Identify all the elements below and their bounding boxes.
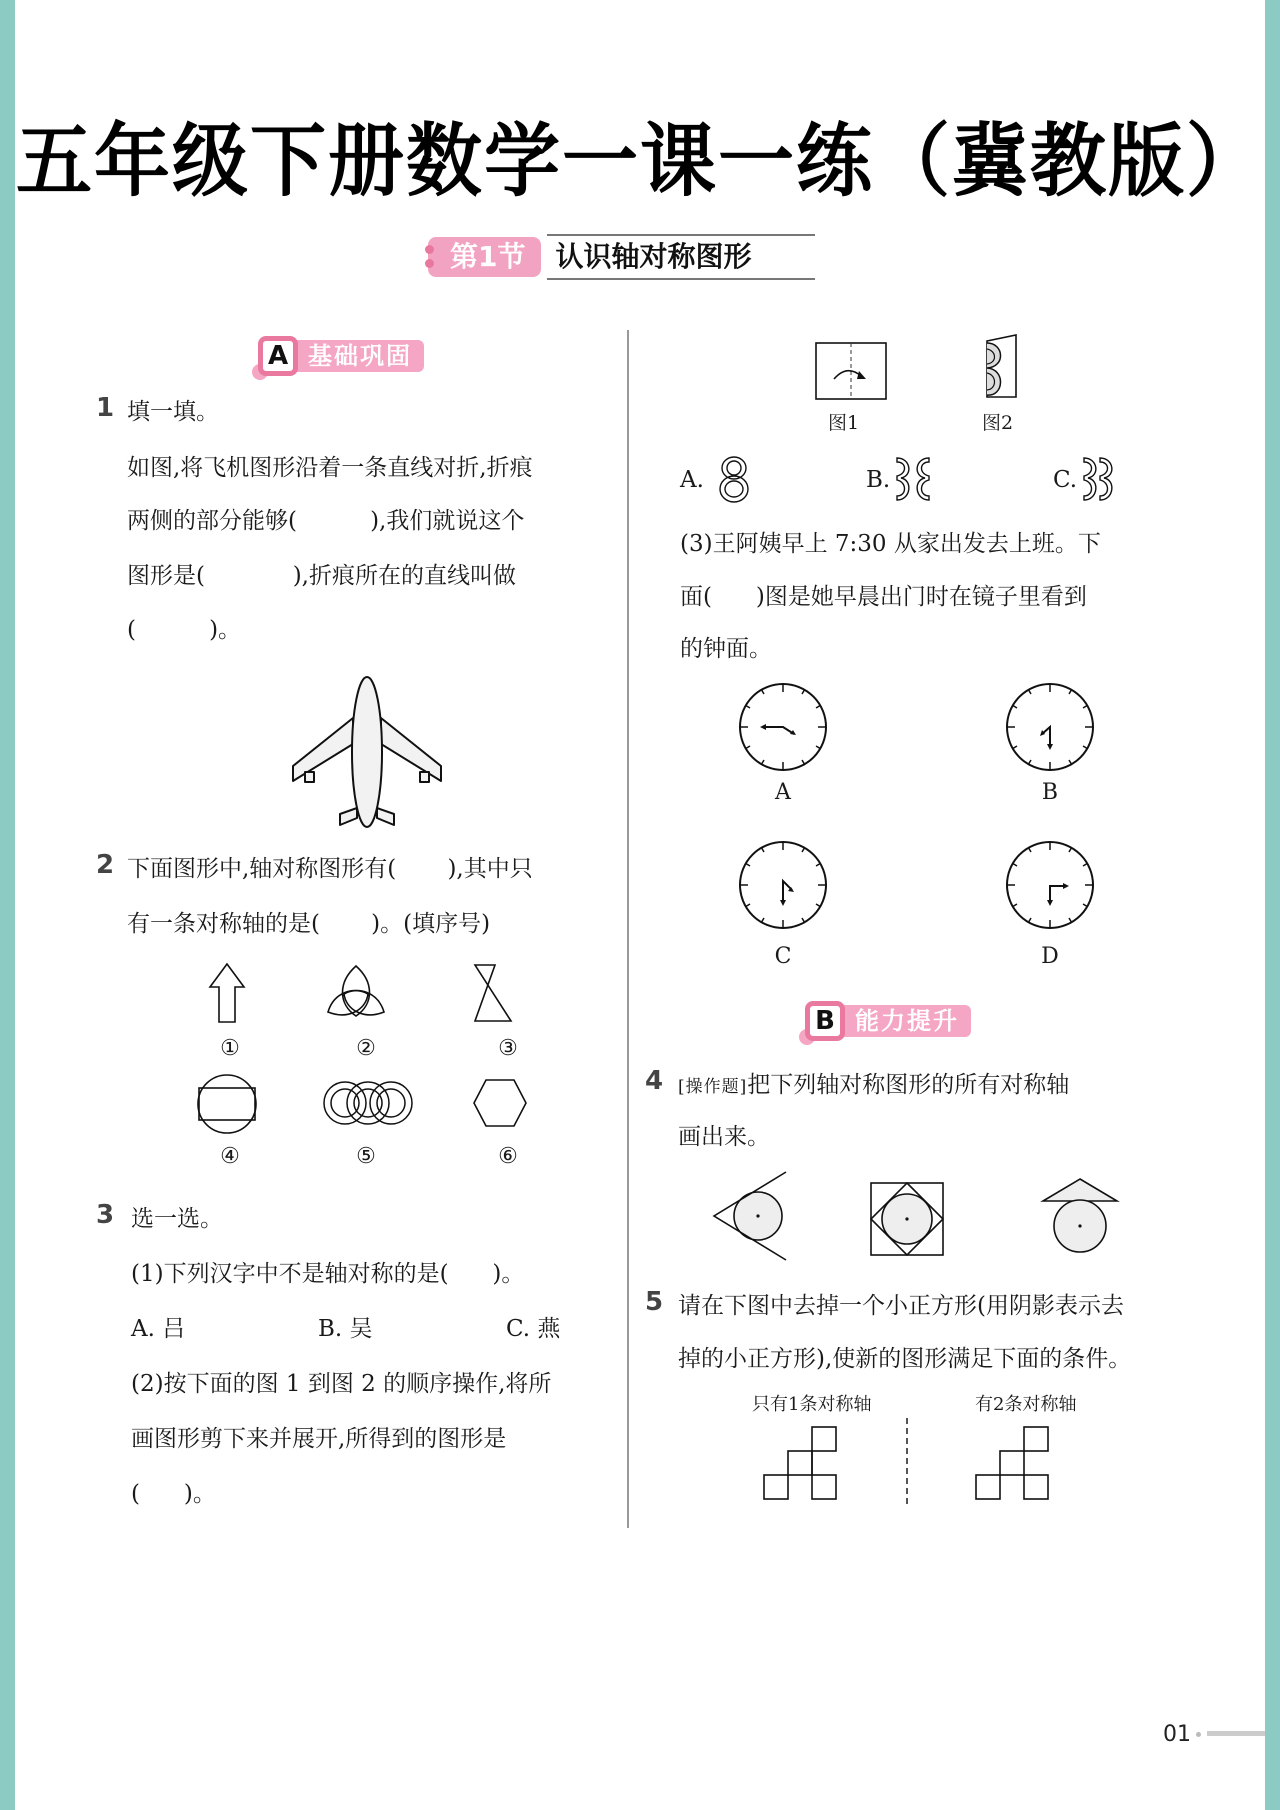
question-text: 两侧的部分能够( ),我们就说这个	[127, 508, 525, 534]
shape-label: ⑤	[356, 1144, 376, 1169]
question-text: 的钟面。	[680, 636, 772, 662]
question-text: 有一条对称轴的是( )。(填序号)	[127, 911, 491, 937]
shape-label: ④	[220, 1144, 240, 1169]
shape-label: ③	[498, 1036, 518, 1061]
option-a: A. 吕	[131, 1316, 186, 1342]
question-text: ( )。	[131, 1481, 216, 1507]
circle-under-triangle-figure-icon	[1040, 1177, 1120, 1261]
option-c: C. 燕	[506, 1316, 561, 1342]
question-text: (2)按下面的图 1 到图 2 的顺序操作,将所	[131, 1371, 552, 1397]
question-number: 2	[96, 850, 115, 880]
option-c: C.	[1053, 467, 1078, 493]
section-name: 认识轴对称图形	[547, 234, 815, 280]
hexagon-shape-icon	[472, 1078, 528, 1128]
rectangle-in-circle-shape-icon	[196, 1073, 258, 1135]
level-label: 基础巩固	[292, 340, 424, 372]
figure-caption: 只有1条对称轴	[752, 1394, 872, 1415]
level-label: 能力提升	[839, 1005, 971, 1037]
option-b: B.	[866, 467, 891, 493]
page-rule-decoration	[1207, 1731, 1265, 1736]
level-badge-a	[258, 336, 424, 376]
fold-paper-figure2-icon	[982, 333, 1022, 399]
figure-caption: 图2	[982, 412, 1014, 434]
section-header	[428, 232, 815, 282]
section-label: 第1节	[450, 240, 526, 273]
page-title: 五年级下册数学一课一练（冀教版）	[16, 114, 1264, 208]
clock-label: D	[1041, 944, 1059, 969]
page-border-right	[1265, 0, 1280, 1810]
question-text: 掉的小正方形),使新的图形满足下面的条件。	[678, 1346, 1132, 1372]
question-text: ( )。	[127, 617, 242, 643]
clock-b-icon	[1005, 682, 1095, 772]
question-text: (3)王阿姨早上 7:30 从家出发去上班。下	[680, 531, 1101, 557]
question-text: [操作题]把下列轴对称图形的所有对称轴	[678, 1072, 1070, 1098]
square-grid-figure-2[interactable]	[975, 1426, 1049, 1500]
question-text: 画图形剪下来并展开,所得到的图形是	[131, 1426, 507, 1452]
page-dot-decoration	[1196, 1732, 1201, 1737]
question-number: 1	[96, 393, 115, 423]
question-text: 图形是( ),折痕所在的直线叫做	[127, 563, 516, 589]
cutout-option-b-icon	[895, 456, 931, 502]
hourglass-shape-icon	[472, 963, 514, 1023]
square-grid-figure-1[interactable]	[763, 1426, 837, 1500]
clock-label: A	[775, 780, 791, 805]
page-border-left	[0, 0, 15, 1810]
shape-label: ②	[356, 1036, 376, 1061]
section-number-badge	[428, 237, 541, 277]
cutout-option-c-icon	[1082, 456, 1118, 502]
figure-caption: 图1	[828, 412, 860, 434]
question-text: 请在下图中去掉一个小正方形(用阴影表示去	[678, 1293, 1124, 1319]
page-number: 01	[1163, 1722, 1191, 1747]
circle-in-squares-figure-icon	[870, 1182, 944, 1256]
binder-dot-icon	[425, 245, 434, 254]
question-number: 4	[645, 1066, 664, 1096]
binder-dot-icon	[425, 259, 434, 268]
option-a: A.	[680, 467, 704, 493]
option-b: B. 吴	[318, 1316, 373, 1342]
question-text: 如图,将飞机图形沿着一条直线对折,折痕	[127, 455, 533, 481]
question-number: 5	[645, 1287, 664, 1317]
clock-label: B	[1041, 780, 1059, 805]
trefoil-shape-icon	[326, 964, 386, 1022]
question-title: 填一填。	[127, 399, 219, 425]
circle-in-angle-figure-icon	[710, 1170, 790, 1262]
level-badge-b	[805, 1001, 971, 1041]
column-divider	[627, 330, 629, 1528]
arrow-up-shape-icon	[207, 962, 247, 1022]
airplane-icon	[290, 668, 445, 828]
question-text: 面( )图是她早晨出门时在镜子里看到	[680, 584, 1087, 610]
dashed-separator	[906, 1418, 908, 1504]
question-text: (1)下列汉字中不是轴对称的是( )。	[131, 1261, 525, 1287]
level-letter: A	[258, 336, 298, 376]
question-number: 3	[96, 1200, 115, 1230]
shape-label: ⑥	[498, 1144, 518, 1169]
cutout-option-a-icon	[718, 455, 750, 503]
shape-label: ①	[220, 1036, 240, 1061]
clock-d-icon	[1005, 840, 1095, 930]
question-text: 画出来。	[678, 1124, 770, 1150]
question-type-tag: [操作题]	[678, 1077, 748, 1097]
clock-a-icon	[738, 682, 828, 772]
fold-paper-figure1-icon	[815, 342, 887, 400]
clock-label: C	[774, 944, 792, 969]
clock-c-icon	[738, 840, 828, 930]
figure-caption: 有2条对称轴	[975, 1394, 1077, 1415]
level-letter: B	[805, 1001, 845, 1041]
question-title: 选一选。	[131, 1206, 223, 1232]
question-text: 下面图形中,轴对称图形有( ),其中只	[127, 856, 533, 882]
interlocking-rings-shape-icon	[323, 1080, 413, 1126]
